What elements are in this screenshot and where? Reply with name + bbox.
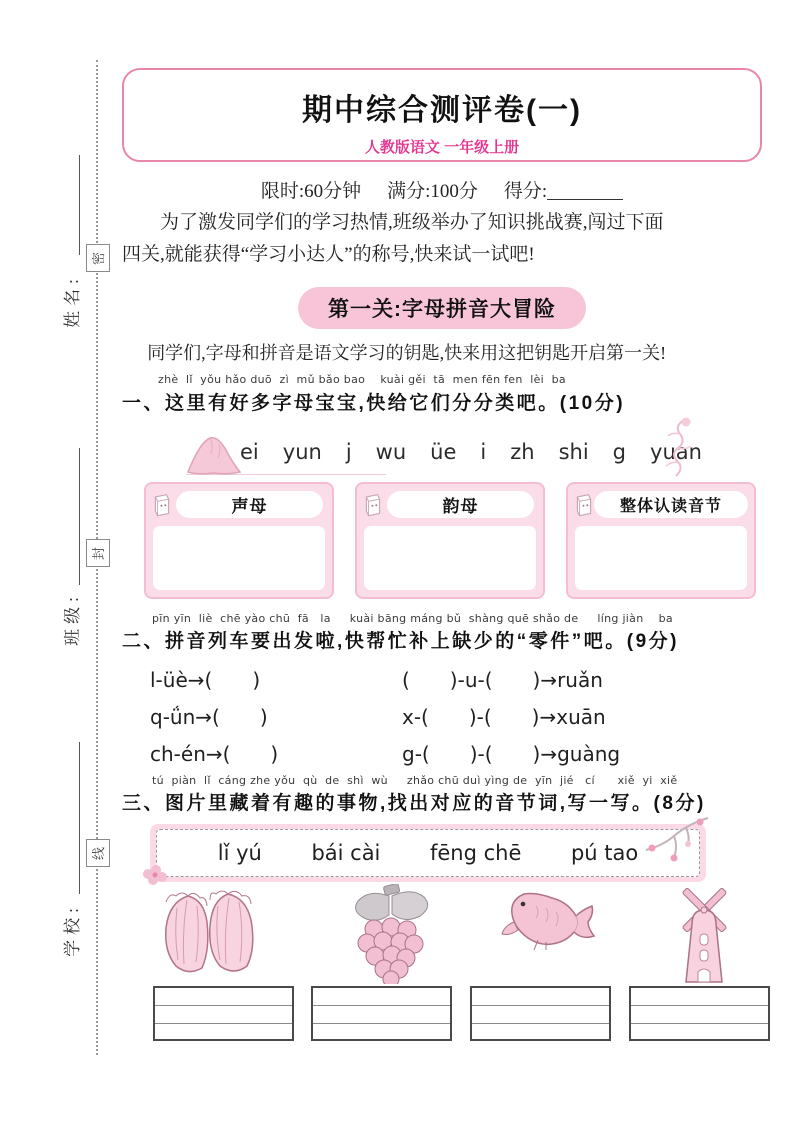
category-boxes [144, 482, 760, 599]
letter-item[interactable]: g [612, 440, 627, 464]
q1-pinyin: zhè lǐ yǒu hǎo duō zì mǔ bǎo bao kuài gěi tā men fēn fen lèi ba [158, 373, 566, 386]
blossom-branch-icon [638, 814, 710, 868]
full-score-label: 满分:100分 [387, 181, 478, 202]
category-answer-area[interactable] [575, 526, 747, 590]
q2-pinyin: pīn yīn liè chē yào chū fā la kuài bāng máng bǔ shàng quē shǎo de líng jiàn ba [152, 612, 673, 625]
letter-item[interactable]: wu [375, 440, 407, 464]
intro-line-2: 四关,就能获得“学习小达人”的称号,快来试一试吧! [122, 244, 535, 265]
seal-char: 封 [91, 546, 107, 560]
category-box-zhengtirendu [566, 482, 756, 599]
grapes-illustration [344, 884, 436, 984]
name-blank-line[interactable] [79, 155, 80, 255]
word-bank-item: pú tao [570, 841, 639, 865]
score-line [122, 176, 762, 203]
seal-char: 线 [91, 846, 107, 860]
q2-text: 二、拼音列车要出发啦,快帮忙补上缺少的“零件”吧。(9分) [122, 631, 680, 652]
q2-fill-blank[interactable]: l-üè→( ) [150, 668, 261, 692]
category-label: 整体认读音节 [594, 491, 748, 518]
q2-exercise-row [150, 697, 750, 734]
letter-item[interactable]: i [480, 440, 487, 464]
letter-item[interactable]: zh [510, 440, 535, 464]
category-answer-area[interactable] [364, 526, 536, 590]
section-1-lead: 同学们,字母和拼音是语文学习的钥匙,快来用这把钥匙开启第一关! [147, 343, 667, 363]
seal-char-box [86, 539, 110, 567]
letter-item[interactable]: yun [282, 440, 322, 464]
word-bank-item: bái cài [311, 841, 381, 865]
word-bank-words [156, 829, 700, 877]
cabbage-illustration [152, 884, 282, 982]
score-blank[interactable] [547, 182, 623, 200]
word-bank [150, 824, 706, 882]
vine-icon [632, 416, 696, 478]
windmill-illustration [662, 884, 746, 984]
letter-item[interactable]: ei [240, 440, 259, 464]
category-label: 声母 [176, 491, 323, 518]
section-1-badge: 第一关:字母拼音大冒险 [298, 287, 586, 329]
pinyin-writing-grid[interactable] [470, 986, 611, 1041]
intro-paragraph [122, 207, 762, 271]
page-subtitle: 人教版语文 一年级上册 [364, 139, 520, 156]
seal-char-box [86, 244, 110, 272]
school-field-label: 学校: [63, 903, 82, 957]
letter-item[interactable]: üe [430, 440, 457, 464]
q2-exercises [150, 660, 750, 771]
letter-bank [122, 430, 762, 482]
q2-fill-blank[interactable]: g-( )-( )→guàng [402, 742, 621, 766]
time-limit-label: 限时:60分钟 [260, 181, 362, 202]
letter-item[interactable]: shi [558, 440, 589, 464]
milk-carton-icon [362, 489, 384, 517]
word-bank-item: fēng chē [429, 841, 522, 865]
milk-carton-icon [573, 489, 595, 517]
pinyin-writing-grid[interactable] [153, 986, 294, 1041]
category-label: 韵母 [387, 491, 534, 518]
q3-pinyin: tú piàn lǐ cáng zhe yǒu qù de shì wù zhǎo chū duì yìng de yīn jié cí xiě yi xiě [152, 774, 678, 787]
q2-exercise-row [150, 734, 750, 771]
school-blank-line[interactable] [79, 742, 80, 894]
intro-line-1: 为了激发同学们的学习热情,班级举办了知识挑战赛,闯过下面 [160, 212, 664, 233]
milk-carton-icon [151, 489, 173, 517]
word-bank-item: lǐ yú [217, 841, 262, 865]
q1-text: 一、这里有好多字母宝宝,快给它们分分类吧。(10分) [122, 393, 626, 414]
category-box-yunmu [355, 482, 545, 599]
category-answer-area[interactable] [153, 526, 325, 590]
class-blank-line[interactable] [79, 448, 80, 585]
fish-illustration [494, 884, 598, 972]
pinyin-writing-grid[interactable] [629, 986, 770, 1041]
letter-item[interactable]: yuan [650, 440, 702, 464]
class-field-label: 班级: [63, 592, 82, 646]
title-box [122, 68, 762, 162]
seal-char-box [86, 839, 110, 867]
letter-item[interactable]: j [345, 440, 352, 464]
page-title: 期中综合测评卷(一) [302, 94, 582, 127]
category-box-shengmu [144, 482, 334, 599]
pinyin-writing-grid[interactable] [311, 986, 452, 1041]
q2-fill-blank[interactable]: x-( )-( )→xuān [402, 705, 606, 729]
q2-fill-blank[interactable]: ( )-u-( )→ruǎn [402, 668, 603, 692]
score-label: 得分: [503, 181, 548, 202]
seal-char: 密 [91, 251, 107, 265]
q2-fill-blank[interactable]: q-ǘn→( ) [150, 705, 268, 729]
q2-fill-blank[interactable]: ch-én→( ) [150, 742, 279, 766]
q3-text: 三、图片里藏着有趣的事物,找出对应的音节词,写一写。(8分) [122, 793, 706, 814]
mountain-icon [186, 432, 242, 476]
name-field-label: 姓名: [63, 274, 82, 328]
q2-exercise-row [150, 660, 750, 697]
main-content [122, 0, 762, 1122]
